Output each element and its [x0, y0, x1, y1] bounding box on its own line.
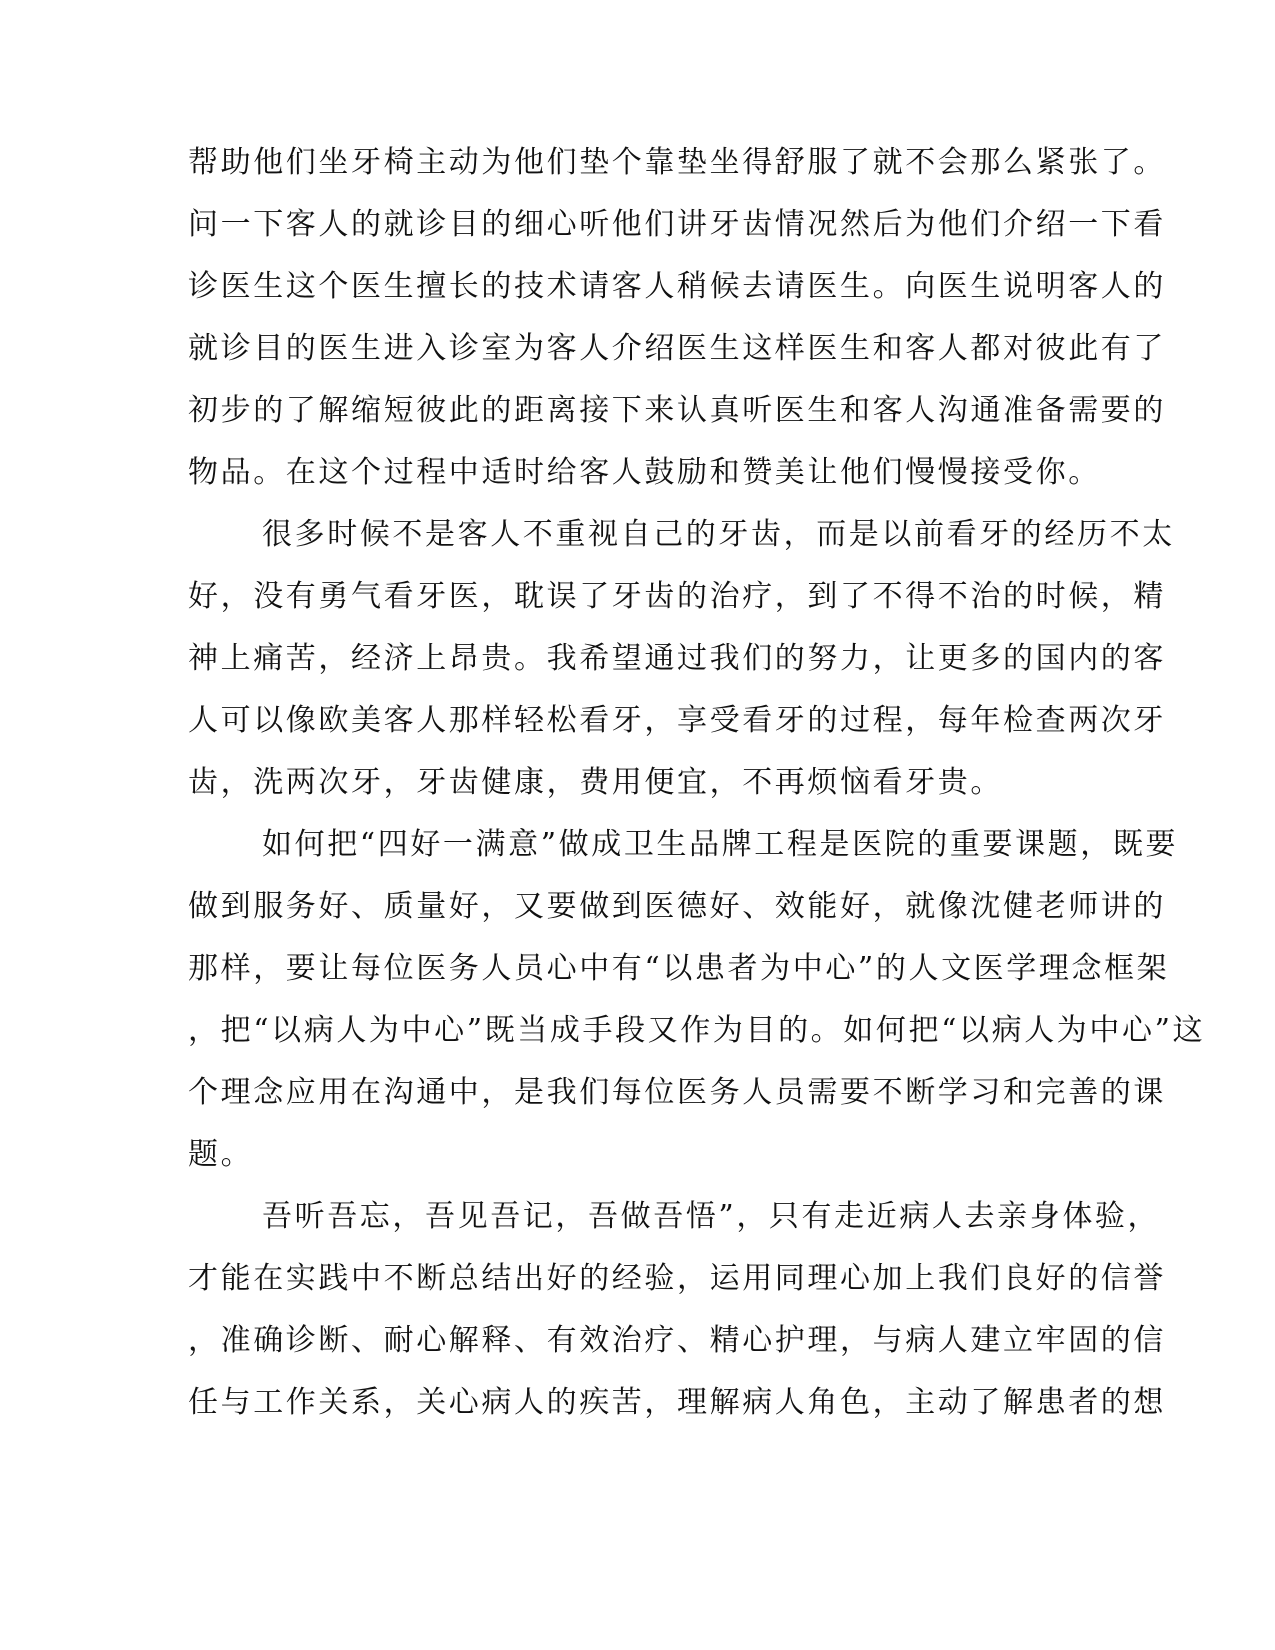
- paragraph-first-line: 如何把“四好一满意”做成卫生品牌工程是医院的重要课题，既要: [262, 827, 1179, 862]
- text-line: 个理念应用在沟通中，是我们每位医务人员需要不断学习和完善的课: [188, 1075, 1166, 1110]
- text-line: 才能在实践中不断总结出好的经验，运用同理心加上我们良好的信誉: [188, 1261, 1166, 1296]
- text-line: 那样，要让每位医务人员心中有“以患者为中心”的人文医学理念框架: [188, 951, 1170, 986]
- text-line: ，把“以病人为中心”既当成手段又作为目的。如何把“以病人为中心”这: [188, 1013, 1206, 1048]
- text-line: 诊医生这个医生擅长的技术请客人稍候去请医生。向医生说明客人的: [188, 269, 1166, 304]
- paragraph-first-line: 很多时候不是客人不重视自己的牙齿，而是以前看牙的经历不太: [262, 517, 1175, 552]
- text-line: 问一下客人的就诊目的细心听他们讲牙齿情况然后为他们介绍一下看: [188, 207, 1166, 242]
- text-line: 题。: [188, 1137, 254, 1172]
- text-line: ，准确诊断、耐心解释、有效治疗、精心护理，与病人建立牢固的信: [188, 1323, 1166, 1358]
- text-line: 就诊目的医生进入诊室为客人介绍医生这样医生和客人都对彼此有了: [188, 331, 1166, 366]
- text-line: 神上痛苦，经济上昂贵。我希望通过我们的努力，让更多的国内的客: [188, 641, 1166, 676]
- paragraph-first-line: 吾听吾忘，吾见吾记，吾做吾悟”，只有走近病人去亲身体验，: [262, 1199, 1161, 1234]
- text-line: 物品。在这个过程中适时给客人鼓励和赞美让他们慢慢接受你。: [188, 455, 1101, 490]
- text-line: 任与工作关系，关心病人的疾苦，理解病人角色，主动了解患者的想: [188, 1385, 1166, 1420]
- text-line: 人可以像欧美客人那样轻松看牙，享受看牙的过程，每年检查两次牙: [188, 703, 1166, 738]
- body-text: [188, 132, 1206, 1434]
- text-line: 帮助他们坐牙椅主动为他们垫个靠垫坐得舒服了就不会那么紧张了。: [188, 145, 1166, 180]
- text-line: 做到服务好、质量好，又要做到医德好、效能好，就像沈健老师讲的: [188, 889, 1166, 924]
- text-line: 初步的了解缩短彼此的距离接下来认真听医生和客人沟通准备需要的: [188, 393, 1166, 428]
- text-line: 齿，洗两次牙，牙齿健康，费用便宜，不再烦恼看牙贵。: [188, 765, 1003, 800]
- text-line: 好，没有勇气看牙医，耽误了牙齿的治疗，到了不得不治的时候，精: [188, 579, 1166, 614]
